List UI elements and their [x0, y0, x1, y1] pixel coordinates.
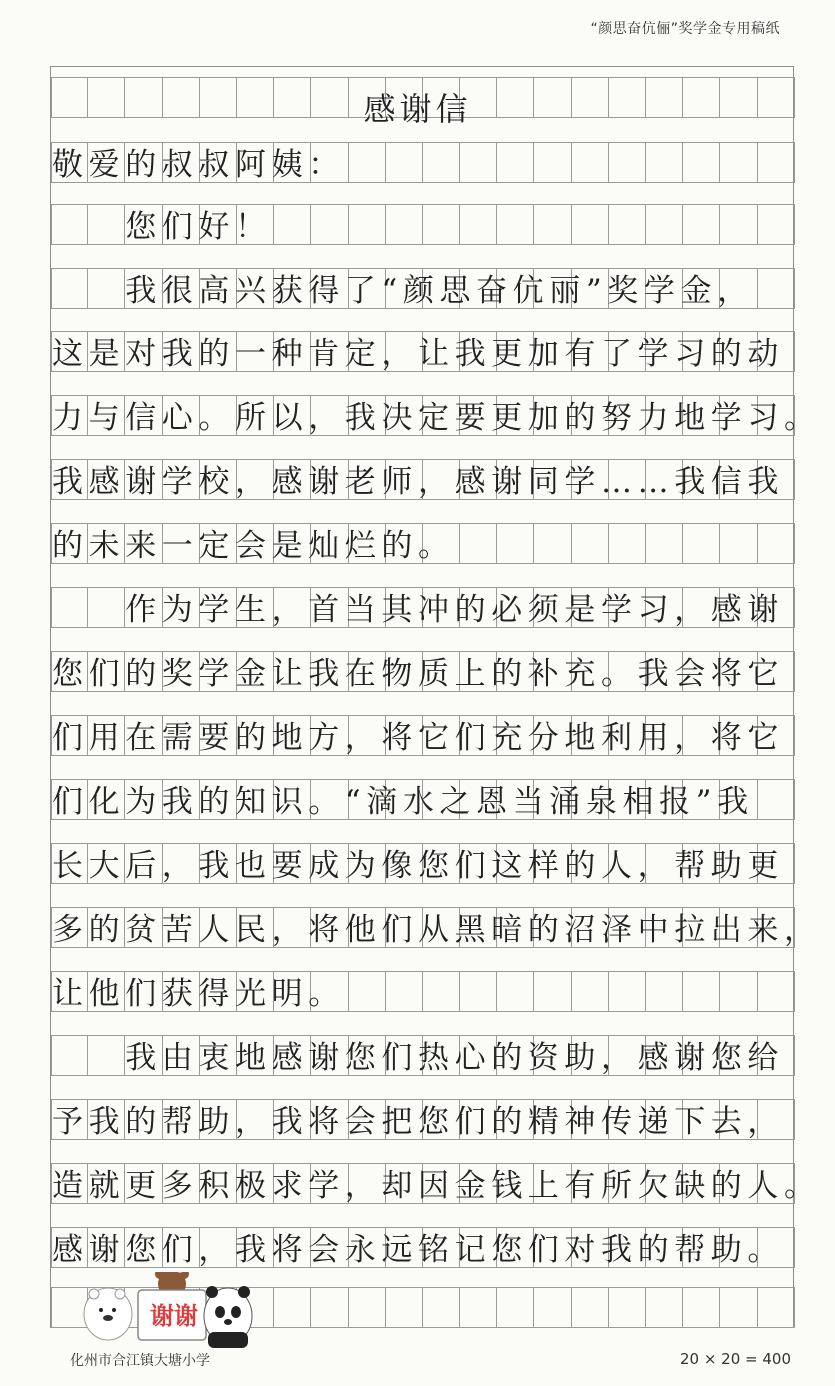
grid-cell: [460, 1287, 497, 1328]
letter-line: 们用在需要的地方，将它们充分地利用，将它: [52, 720, 784, 756]
grid-cell: [572, 1287, 609, 1328]
letter-line: 这是对我的一种肯定，让我更加有了学习的动: [52, 336, 784, 372]
grid-cell: [758, 1287, 795, 1328]
letter-line: 敬爱的叔叔阿姨：: [52, 147, 345, 183]
grid-cell: [609, 1287, 646, 1328]
letter-line: 多的贫苦人民，将他们从黑暗的沼泽中拉出来，: [52, 912, 821, 948]
grid-cell: [423, 1287, 460, 1328]
letter-line: 们化为我的知识。“滴水之恩当涌泉相报”我: [52, 784, 754, 820]
grid-cell: [646, 1287, 683, 1328]
grid-cell: [720, 1287, 757, 1328]
grid-cell: [683, 1287, 720, 1328]
letter-line: 予我的帮助，我将会把您们的精神传递下去，: [52, 1104, 784, 1140]
letter-line: 我感谢学校，感谢老师，感谢同学……我信我: [52, 464, 784, 500]
letter-line: 让他们获得光明。: [52, 976, 345, 1012]
letter-line: 作为学生，首当其冲的必须是学习，感谢: [52, 592, 784, 628]
grid-cell: [386, 1287, 423, 1328]
grid-cell: [311, 1287, 348, 1328]
letter-line: 感谢您们，我将会永远铭记您们对我的帮助。: [52, 1232, 784, 1268]
letter-line: 我很高兴获得了“颜思奋伉丽”奖学金，: [52, 273, 754, 309]
sticker-thanks-text: 谢谢: [150, 1301, 198, 1330]
letter-line: 您们的奖学金让我在物质上的补充。我会将它: [52, 656, 784, 692]
grid-cell: [349, 1287, 386, 1328]
letter-line: 您们好！: [52, 209, 272, 245]
paper-brand-header: “颜思奋伉俪”奖学金专用稿纸: [590, 21, 780, 37]
letter-line: 力与信心。所以，我决定要更加的努力地学习。: [52, 400, 821, 436]
grid-cell: [534, 1287, 571, 1328]
letter-title: 感谢信: [363, 90, 472, 128]
school-name: 化州市合江镇大塘小学: [70, 1353, 210, 1369]
grid-cell: [274, 1287, 311, 1328]
letter-line: 造就更多积极求学，却因金钱上有所欠缺的人。: [52, 1168, 821, 1204]
letter-line: 长大后，我也要成为像您们这样的人，帮助更: [52, 848, 784, 884]
letter-line: 的未来一定会是灿烂的。: [52, 528, 455, 564]
grid-cell: [497, 1287, 534, 1328]
letter-line: 我由衷地感谢您们热心的资助，感谢您给: [52, 1040, 784, 1076]
grid-spec: 20 × 20 = 400: [679, 1350, 791, 1368]
